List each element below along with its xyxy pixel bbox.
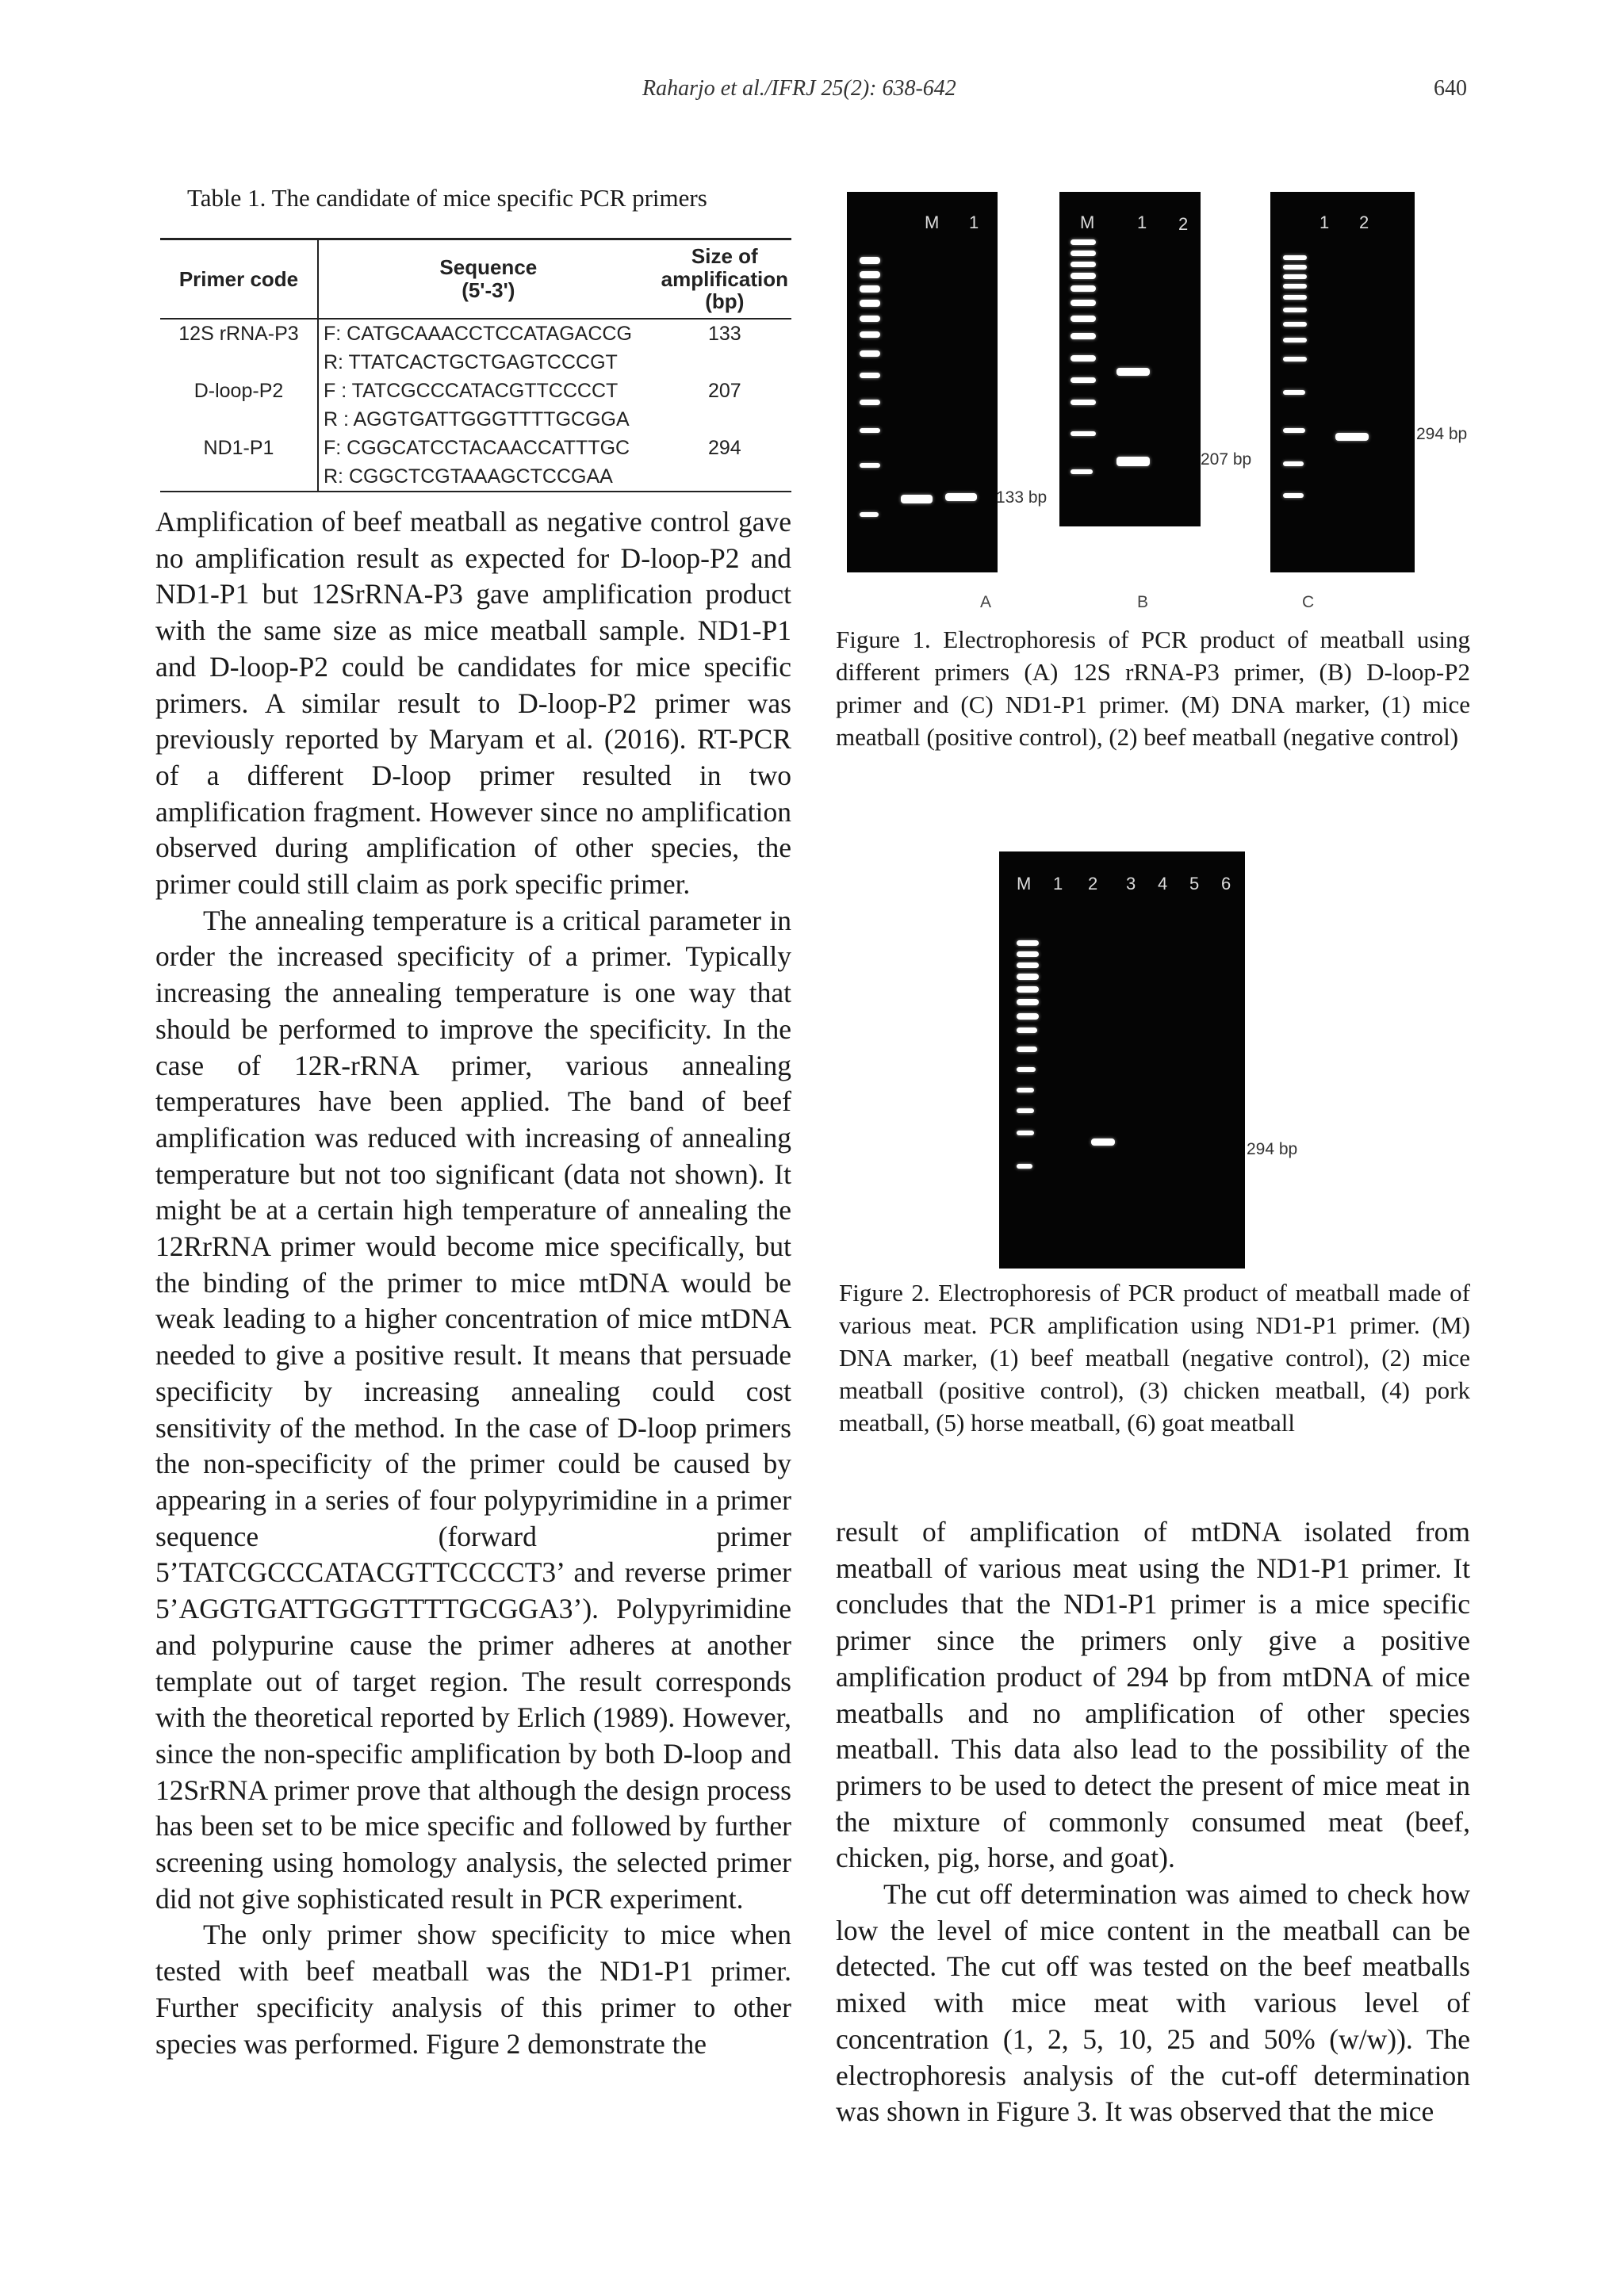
forward-sequence: F : TATCGCCCATACGTTCCCCT xyxy=(324,379,619,402)
lane-label: 1 xyxy=(1320,212,1330,232)
primer-code: 12S rRNA-P3 xyxy=(178,322,299,345)
panel-letter-c: C xyxy=(1302,593,1315,611)
marker-band xyxy=(1017,1027,1037,1033)
paragraph: result of amplification of mtDNA isolated from meatball of various meat using the ND1-P1 primer. It concludes that the ND1-P1 primer is a mice specific primer since the primers only give a positive amplification product of 294 bp from mtDNA of mice meatballs and no amplification of other species meatball. This data also lead to the possibility of the primers to be used to detect the present of mice meat in the mixture of commonly consumed meat (beef, chicken, pig, horse, and goat). xyxy=(836,1516,1470,1874)
marker-band xyxy=(1071,377,1096,383)
gel-figure-2 xyxy=(999,851,1245,1269)
header-sequence xyxy=(318,239,658,319)
marker-band xyxy=(1071,300,1096,306)
marker-band xyxy=(1017,962,1039,968)
marker-band xyxy=(1071,285,1096,292)
marker-band xyxy=(1017,1131,1034,1135)
forward-sequence: F: CATGCAAACCTCCATAGACCG xyxy=(324,322,632,345)
header-size: Size of amplification (bp) xyxy=(658,239,791,319)
reverse-sequence: R : AGGTGATTGGGTTTTGCGGA xyxy=(324,408,630,430)
marker-band xyxy=(1283,274,1307,279)
marker-band xyxy=(1283,265,1307,270)
paragraph: The only primer show specificity to mice when tested with beef meatball was the ND1-P1 primer. Further specificity analysis of this primer to other species was performed. Figure 2 demonstrate the xyxy=(155,1919,791,2060)
panel-letter-b: B xyxy=(1137,593,1149,611)
primer-code: D-loop-P2 xyxy=(193,379,284,402)
gel-panel-a xyxy=(847,192,998,572)
marker-band xyxy=(860,331,880,338)
marker-band xyxy=(1071,239,1096,245)
marker-band xyxy=(1283,390,1305,395)
bp-label-c: 294 bp xyxy=(1416,425,1468,443)
marker-band xyxy=(860,400,880,405)
right-column-text xyxy=(836,1514,1470,2130)
lane-label: 1 xyxy=(969,212,979,232)
marker-band xyxy=(1071,316,1096,322)
marker-band xyxy=(1071,273,1096,279)
lane-label: 5 xyxy=(1189,874,1200,894)
marker-band xyxy=(1071,333,1096,339)
lane-label: 2 xyxy=(1178,214,1189,234)
marker-band xyxy=(1283,322,1307,327)
marker-band xyxy=(1017,999,1039,1005)
marker-band xyxy=(1017,940,1039,946)
panel-letter-a: A xyxy=(980,593,992,611)
marker-band xyxy=(1071,469,1093,474)
marker-band xyxy=(1017,1013,1039,1020)
table-row xyxy=(160,319,791,377)
table-caption: Table 1. The candidate of mice specific PCR primers xyxy=(187,184,707,212)
marker-band xyxy=(1071,262,1096,267)
marker-band xyxy=(1017,1067,1036,1072)
marker-band xyxy=(1071,355,1096,362)
header-sequence-label: Sequence xyxy=(439,255,538,280)
marker-band xyxy=(860,300,880,307)
reverse-sequence: R: TTATCACTGCTGAGTCCCGT xyxy=(324,350,618,373)
page-number: 640 xyxy=(1434,76,1467,101)
marker-band xyxy=(1017,974,1039,980)
paragraph: The cut off determination was aimed to check how low the level of mice content in the meatball can be detected. The cut off was tested on the beef meatballs mixed with mice meat with various level of concentration (1, 2, 5, 10, 25 and 50% (w/w)). The electrophoresis analysis of the cut-off determination was shown in Figure 3. It was observed that the mice xyxy=(836,1878,1470,2128)
marker-band xyxy=(1071,400,1096,405)
sample-band xyxy=(1116,457,1150,466)
marker-band xyxy=(1283,493,1304,498)
bp-label-b: 207 bp xyxy=(1201,450,1252,469)
table-row xyxy=(160,377,791,434)
table-row xyxy=(160,434,791,492)
sample-band xyxy=(1335,433,1369,441)
header-sequence-direction: (5'-3') xyxy=(462,277,515,302)
gel-panel-c xyxy=(1270,192,1415,572)
primer-table xyxy=(160,238,791,492)
marker-band xyxy=(1283,357,1307,362)
sample-band xyxy=(901,495,933,503)
lane-label: 4 xyxy=(1158,874,1168,894)
marker-band xyxy=(860,428,880,433)
sample-band xyxy=(945,493,977,501)
lane-label: 2 xyxy=(1359,212,1369,232)
paragraph: Amplification of beef meatball as negative control gave no amplification result as expected for D-loop-P2 and ND1-P1 but 12SrRNA-P3 gave amplification product with the same size as mice meatball sample. ND1-P1 and D-loop-P2 could be candidates for mice specific primers. A similar result to D-loop-P2 primer was previously reported by Maryam et al. (2016). RT-PCR of a different D-loop primer resulted in two amplification fragment. However since no amplification observed during amplification of other species, the primer could still claim as pork specific primer. xyxy=(155,506,791,901)
paragraph: The annealing temperature is a critical parameter in order the increased specificity of a primer. Typically increasing the annealing temperature is one way that should be performed to improve the specificity. In the case of 12R-rRNA primer, various annealing temperatures have been applied. The band of beef amplification was reduced with increasing of annealing temperature but not too significant (data not shown). It might be at a certain high temperature of annealing the 12RrRNA primer would become mice specifically, but the binding of the primer to mice mtDNA would be weak leading to a higher concentration of mice mtDNA needed to give a positive result. It means that persuade specificity by increasing annealing could cost sensitivity of the method. In the case of D-loop primers the non-specificity of the primer could be caused by appearing in a series of four polypyrimidine in a primer sequence (forward primer 5’TATCGCCCATACGTTCCCCT3’ and reverse primer 5’AGGTGATTGGGTTTTGCGGA3’). Polypyrimidine and polypurine cause the primer adheres at another template out of target region. The result corresponds with the theoretical reported by Erlich (1989). However, since the non-specific amplification by both D-loop and 12SrRNA primer prove that although the design process has been set to be mice specific and followed by further screening using homology analysis, the selected primer did not give sophisticated result in PCR experiment. xyxy=(155,904,791,1915)
lane-label: M xyxy=(1017,874,1032,894)
lane-label: 1 xyxy=(1053,874,1063,894)
forward-sequence: F: CGGCATCCTACAACCATTTGC xyxy=(324,436,630,459)
figure-2-caption: Figure 2. Electrophoresis of PCR product of meatball made of various meat. PCR amplification using ND1-P1 primer. (M) DNA marker, (1) beef meatball (negative control), (2) mice meatball (positive control), (3) chicken meatball, (4) pork meatball, (5) horse meatball, (6) goat meatball xyxy=(839,1279,1470,1437)
marker-band xyxy=(1283,295,1307,300)
marker-band xyxy=(860,350,880,357)
marker-band xyxy=(1283,284,1307,289)
primer-sequence xyxy=(318,434,658,492)
marker-band xyxy=(1071,251,1096,256)
bp-label-a: 133 bp xyxy=(996,488,1048,507)
lane-label: 6 xyxy=(1221,874,1231,894)
lane-label: 2 xyxy=(1088,874,1098,894)
lane-label: 1 xyxy=(1137,212,1147,232)
marker-band xyxy=(1283,338,1307,342)
marker-band xyxy=(860,373,880,378)
figure-1 xyxy=(844,190,1478,618)
primer-code: ND1-P1 xyxy=(160,434,318,492)
marker-band xyxy=(1017,1047,1037,1052)
bp-label-figure-2: 294 bp xyxy=(1247,1140,1298,1158)
marker-band xyxy=(1283,461,1304,466)
marker-band xyxy=(860,271,880,278)
amplification-size: 207 xyxy=(707,379,741,402)
marker-band xyxy=(1017,1164,1032,1169)
figure-1-caption: Figure 1. Electrophoresis of PCR product of meatball using different primers (A) 12S rRNA-P3 primer, (B) D-loop-P2 primer and (C) ND1-P1 primer. (M) DNA marker, (1) mice meatball (positive control), (2) beef meatball (negative control) xyxy=(836,626,1470,751)
marker-band xyxy=(1071,431,1096,436)
running-head: Raharjo et al./IFRJ 25(2): 638-642 xyxy=(642,76,956,101)
table-header-row xyxy=(160,239,791,319)
marker-band xyxy=(1017,1088,1034,1093)
lane-label: 3 xyxy=(1126,874,1136,894)
header-primer-code: Primer code xyxy=(160,239,318,319)
marker-band xyxy=(1017,1108,1034,1113)
left-column-text xyxy=(155,504,791,2062)
amplification-size: 294 xyxy=(658,434,791,492)
gel-panel-b xyxy=(1059,192,1201,526)
lane-label: M xyxy=(1080,212,1095,232)
marker-band xyxy=(1283,308,1307,312)
reverse-sequence: R: CGGCTCGTAAAGCTCCGAA xyxy=(324,465,613,488)
figure-2 xyxy=(999,851,1316,1269)
page-header xyxy=(0,76,1624,108)
marker-band xyxy=(1017,986,1039,993)
marker-band xyxy=(860,512,879,517)
marker-band xyxy=(860,316,880,322)
lane-label: M xyxy=(925,212,940,232)
marker-band xyxy=(1017,951,1039,957)
marker-band xyxy=(860,257,880,264)
sample-band xyxy=(1116,368,1150,376)
primer-sequence xyxy=(318,377,658,434)
sample-band xyxy=(1091,1138,1115,1146)
marker-band xyxy=(1283,428,1305,433)
marker-band xyxy=(1283,255,1307,260)
amplification-size: 133 xyxy=(707,322,741,345)
primer-sequence xyxy=(318,319,658,377)
marker-band xyxy=(860,285,880,293)
marker-band xyxy=(860,463,880,468)
